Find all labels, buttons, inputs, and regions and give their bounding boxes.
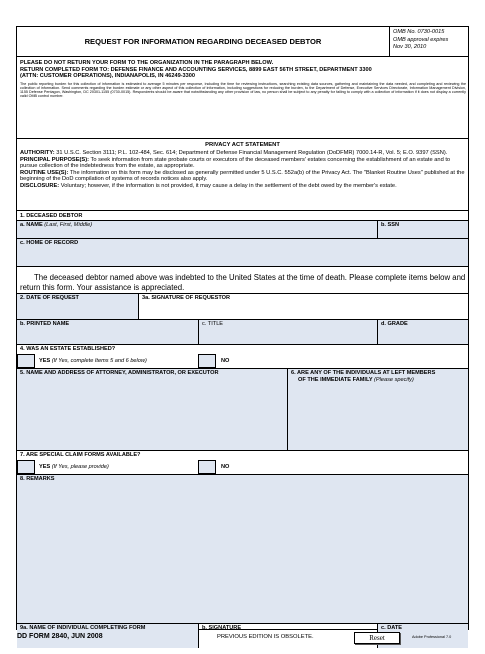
disclosure-text: Voluntary; however, if the information is not provided, it may cause a delay in the settlement of the debt owed by the member's estate. (59, 182, 397, 189)
name-ssn-row (17, 221, 468, 239)
printed-name-label: b. PRINTED NAME (20, 321, 70, 327)
remarks-label: 8. REMARKS (20, 476, 55, 482)
omb-number: OMB No. 0730-0015 (393, 29, 445, 35)
requestor-signature-field[interactable] (139, 294, 468, 319)
immediate-family-question: 6. ARE ANY OF THE INDIVIDUALS AT LEFT MEMBERS (291, 370, 436, 376)
estate-no-label: NO (221, 358, 230, 364)
instructions-section (17, 57, 468, 139)
home-of-record-label: c. HOME OF RECORD (20, 240, 79, 246)
estate-row (17, 345, 468, 369)
authority-text: 31 U.S.C. Section 3111; P.L. 102-484, Sec. 614; Department of Defense Financial Management Regulation (DoDFMR) 7000.14-R, Vol. 5; E.O. 9397 (SSN). (54, 150, 448, 156)
estate-question: 4. WAS AN ESTATE ESTABLISHED? (20, 346, 116, 352)
do-not-return-notice: PLEASE DO NOT RETURN YOUR FORM TO THE ORGANIZATION IN THE PARAGRAPH BELOW. (20, 60, 274, 66)
immediate-family-field[interactable] (288, 369, 468, 450)
adobe-version: Adobe Professional 7.0 (412, 635, 452, 639)
estate-yes-checkbox[interactable] (17, 354, 35, 368)
previous-edition-notice: PREVIOUS EDITION IS OBSOLETE. (217, 634, 314, 640)
attorney-name-address-field[interactable] (17, 369, 287, 450)
title-field[interactable] (199, 320, 377, 344)
date-of-request-label: 2. DATE OF REQUEST (20, 295, 79, 301)
omb-expiration-date: Nov 30, 2010 (393, 44, 427, 50)
section-1-title: 1. DECEASED DEBTOR (20, 212, 83, 219)
privacy-act-section (17, 139, 468, 211)
attorney-label: 5. NAME AND ADDRESS OF ATTORNEY, ADMINISTRATOR, OR EXECUTOR (20, 370, 219, 376)
completer-signature-label: b. SIGNATURE (202, 625, 242, 631)
home-of-record-row (17, 239, 468, 267)
purpose-label: PRINCIPAL PURPOSE(S): (20, 156, 89, 163)
special-claims-question: 7. ARE SPECIAL CLAIM FORMS AVAILABLE? (20, 452, 141, 458)
printed-name-field[interactable] (17, 320, 198, 344)
home-of-record-field[interactable] (17, 239, 468, 266)
grade-label: d. GRADE (381, 321, 408, 327)
date-of-request-field[interactable] (17, 294, 138, 319)
estate-no-checkbox[interactable] (198, 354, 216, 368)
disclosure-label: DISCLOSURE: (20, 182, 60, 189)
deceased-debtor-form (16, 26, 469, 630)
immediate-family-hint: (Please specify) (374, 377, 414, 383)
debtor-name-label: a. NAME (20, 222, 43, 228)
title-row (17, 27, 468, 57)
debtor-ssn-field[interactable] (378, 221, 468, 238)
estate-yes-hint: (If Yes, complete Items 5 and 6 below) (51, 358, 147, 364)
completion-date-label: c. DATE (381, 625, 403, 631)
form-identifier: DD FORM 2840, JUN 2008 (17, 633, 103, 640)
purpose-text: To seek information from state probate courts or executors of the deceased members' estates concerning the establishment of an estate and to pursue collection of the indebtedness from the estate, as appropriate. (20, 156, 451, 170)
remarks-field[interactable] (17, 475, 468, 624)
special-claims-row (17, 451, 468, 475)
requestor-signature-label: 3a. SIGNATURE OF REQUESTOR (142, 295, 231, 301)
claims-yes-checkbox[interactable] (17, 460, 35, 474)
debtor-ssn-label: b. SSN (381, 222, 400, 228)
immediate-family-question-cont: OF THE IMMEDIATE FAMILY (298, 377, 373, 383)
claims-no-label: NO (221, 464, 230, 470)
statement-row (17, 267, 468, 294)
routine-uses-text: The information on this form may be disclosed as generally permitted under 5 U.S.C. 552a(b) of the Privacy Act. The "Blanket Routine Uses" published at the beginning of the DoD compilation of systems of records notices also apply. (20, 169, 465, 183)
section-deceased-debtor (17, 211, 468, 221)
claims-yes-label: YES (39, 464, 51, 470)
name-title-grade-row (17, 320, 468, 345)
estate-yes-label: YES (39, 358, 51, 364)
burden-statement: The public reporting burden for this collection of information is estimated to average 5 minutes per response, including the time for reviewing instructions, searching existing data sources, gathering and maintaining the data needed, and completing and reviewing the collection of information. Send comments regarding the burden estimate or any other aspect of this collection of information, including suggestions for reducing the burden, to the Department of Defense, Executive Services Directorate, Information Management Division, 1155 Defense Pentagon, Washington, DC 20301-1155 (0730-0015). Respondents should be aware that notwithstanding any other provision of law, no person shall be subject to any penalty for failing to comply with a collection of information if it does not display a currently valid OMB control number. (20, 82, 466, 99)
routine-uses-label: ROUTINE USE(S): (20, 169, 69, 176)
form-title: REQUEST FOR INFORMATION REGARDING DECEASED DEBTOR (84, 37, 322, 46)
authority-label: AUTHORITY: (20, 150, 55, 156)
claims-no-checkbox[interactable] (198, 460, 216, 474)
completer-name-label: 9a. NAME OF INDIVIDUAL COMPLETING FORM (20, 625, 146, 631)
date-signature-row (17, 294, 468, 320)
omb-approval-label: OMB approval expires (393, 36, 449, 43)
omb-info (393, 29, 448, 52)
return-address-line: RETURN COMPLETED FORM TO: DEFENSE FINANCE AND ACCOUNTING SERVICES, 8899 EAST 56TH STREET, DEPARTMENT 3300 (20, 66, 372, 73)
debtor-name-field[interactable] (17, 221, 377, 238)
reset-button-label: Reset (369, 634, 385, 642)
claims-yes-hint: (If Yes, please provide) (51, 464, 109, 470)
title-label: c. TITLE (202, 321, 224, 327)
return-attention-line: (ATTN: CUSTOMER OPERATIONS), INDIANAPOLIS, IN 46249-3300 (20, 73, 195, 79)
indebted-statement: The deceased debtor named above was indebted to the United States at the time of death. Please complete items below and return this form. Your assistance is appreciated. (20, 273, 466, 292)
attorney-family-row (17, 369, 468, 451)
grade-field[interactable] (378, 320, 468, 344)
privacy-act-heading: PRIVACY ACT STATEMENT (205, 142, 280, 148)
reset-button[interactable] (354, 632, 400, 644)
debtor-name-hint: (Last, First, Middle) (44, 222, 93, 228)
